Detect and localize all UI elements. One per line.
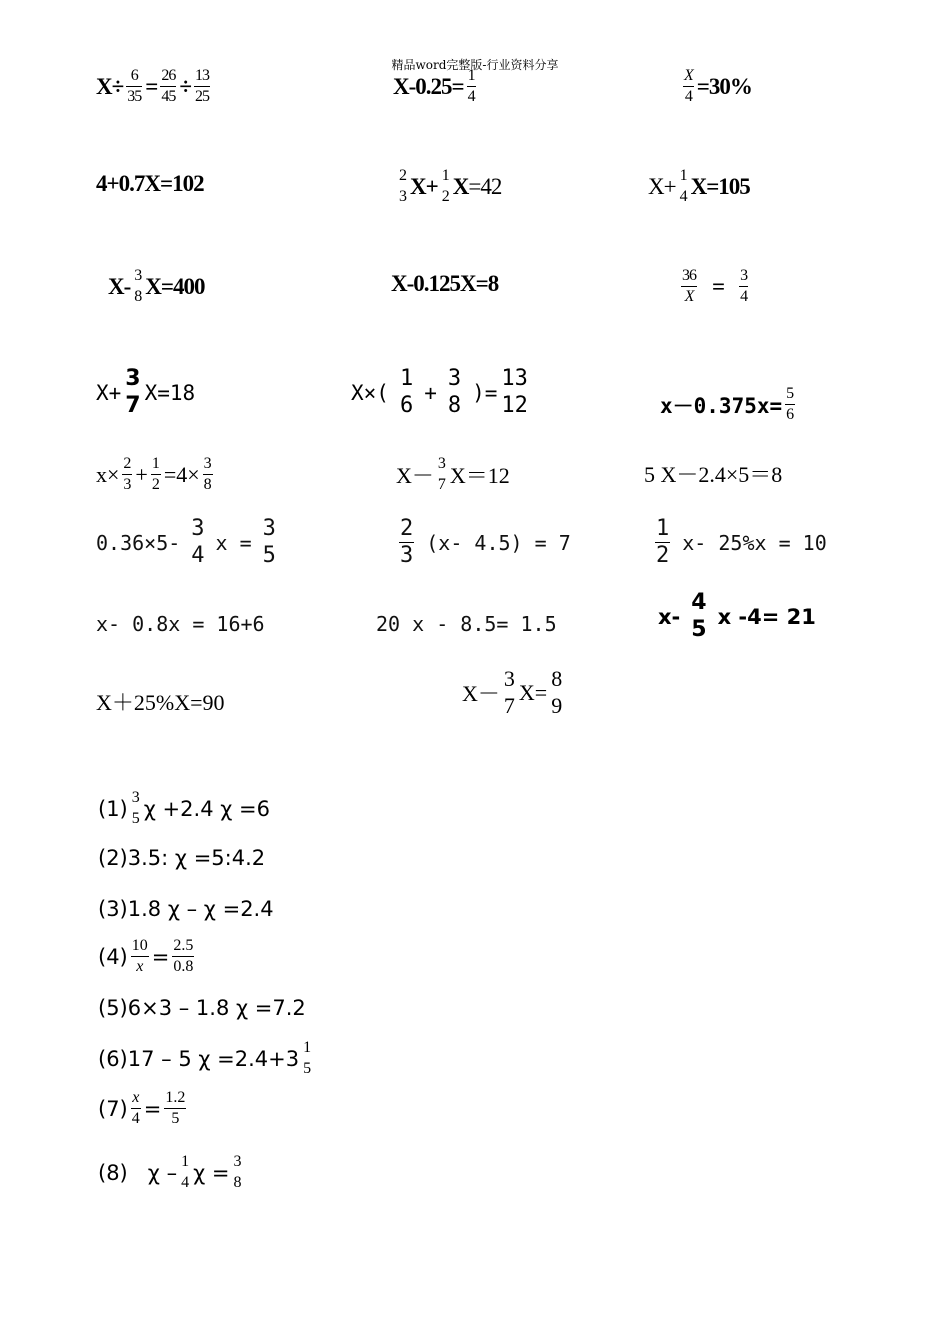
denominator: 9 bbox=[551, 693, 563, 718]
numerator: 1 bbox=[181, 1153, 190, 1170]
denominator: 4 bbox=[740, 288, 748, 305]
numerator: 4 bbox=[691, 590, 707, 615]
numerator: 13 bbox=[194, 67, 209, 84]
numerator: x bbox=[132, 1089, 140, 1106]
numerator: 5 bbox=[786, 385, 795, 402]
eq-text: X- bbox=[108, 273, 131, 299]
fraction bbox=[131, 790, 141, 827]
eq-text: X－ bbox=[396, 463, 434, 488]
fraction bbox=[122, 456, 132, 493]
denominator: 8 bbox=[233, 1174, 242, 1191]
denominator: 4 bbox=[191, 543, 205, 568]
eq-text: x -4= 21 bbox=[717, 604, 816, 629]
eq-text: = bbox=[712, 273, 725, 299]
denominator: 5 bbox=[303, 1060, 312, 1077]
denominator: 12 bbox=[501, 393, 528, 418]
numerator: 2.5 bbox=[173, 937, 194, 954]
equation-r4-a bbox=[96, 368, 195, 417]
equation-r5-b bbox=[396, 456, 510, 493]
eq-text: = bbox=[145, 73, 158, 99]
fraction bbox=[194, 68, 210, 105]
equation-r3-b bbox=[391, 271, 498, 297]
eq-text: x－0.375x= bbox=[660, 393, 783, 418]
fraction bbox=[467, 68, 476, 105]
list-item-4 bbox=[98, 938, 197, 975]
numerator: 36 bbox=[682, 267, 696, 284]
equation-r7-b bbox=[376, 612, 557, 636]
eq-text: + bbox=[424, 380, 437, 405]
numerator: 1 bbox=[656, 516, 670, 541]
fraction bbox=[131, 938, 149, 975]
numerator: 3 bbox=[740, 267, 748, 284]
fraction bbox=[398, 168, 407, 205]
eq-text: x× bbox=[96, 461, 120, 487]
denominator: 5 bbox=[262, 543, 276, 568]
eq-text: X= bbox=[518, 679, 548, 705]
fraction bbox=[172, 938, 194, 975]
numerator: 3 bbox=[503, 666, 515, 691]
eq-text: 0.36×5- bbox=[96, 530, 181, 555]
eq-text: ÷ bbox=[179, 73, 191, 99]
page-header: 精品word完整版-行业资料分享 bbox=[391, 58, 559, 72]
denominator: 8 bbox=[203, 476, 212, 493]
equation-r2-a bbox=[96, 171, 204, 197]
numerator: 2 bbox=[400, 516, 414, 541]
numerator: X bbox=[684, 67, 693, 84]
denominator: 4 bbox=[679, 188, 687, 205]
equation-r7-c bbox=[658, 592, 816, 641]
eq-text: (1) bbox=[98, 796, 128, 821]
eq-text: X+ bbox=[410, 173, 438, 199]
fraction bbox=[262, 518, 277, 567]
numerator: 2 bbox=[399, 167, 406, 184]
equation-r2-b bbox=[395, 168, 501, 205]
numerator: 3 bbox=[191, 516, 205, 541]
fraction bbox=[160, 68, 176, 105]
eq-text: = bbox=[143, 1096, 162, 1121]
eq-text: x = bbox=[215, 530, 252, 555]
numerator: 3 bbox=[131, 789, 140, 806]
fraction bbox=[679, 168, 688, 205]
list-item-1 bbox=[98, 790, 270, 827]
numerator: 3 bbox=[125, 366, 141, 391]
eq-text: X＋25%X=90 bbox=[96, 690, 225, 715]
fraction bbox=[550, 668, 563, 717]
eq-text: (6)17 – 5 χ =2.4+3 bbox=[98, 1046, 300, 1071]
denominator: 4 bbox=[131, 1110, 140, 1127]
fraction bbox=[739, 268, 748, 305]
list-item-5 bbox=[98, 996, 306, 1020]
numerator: 1 bbox=[467, 67, 475, 84]
list-item-3 bbox=[98, 897, 274, 921]
equation-r1-b bbox=[393, 68, 479, 105]
equation-r3-a bbox=[108, 268, 205, 305]
eq-text: (2)3.5: χ =5:4.2 bbox=[98, 846, 266, 870]
fraction bbox=[785, 386, 795, 423]
eq-text: X-0.25= bbox=[393, 73, 464, 99]
denominator: 45 bbox=[161, 88, 176, 105]
list-item-6 bbox=[98, 1040, 315, 1077]
denominator: X bbox=[684, 288, 694, 305]
fraction bbox=[447, 368, 462, 417]
eq-text: (4) bbox=[98, 944, 128, 969]
eq-text: = bbox=[151, 944, 170, 969]
numerator: 3 bbox=[134, 267, 142, 284]
eq-text: X÷ bbox=[96, 73, 124, 99]
fraction bbox=[655, 518, 670, 567]
equation-r3-c bbox=[678, 268, 751, 305]
fraction bbox=[203, 456, 213, 493]
eq-text: =4× bbox=[163, 461, 200, 487]
numerator: 3 bbox=[262, 516, 276, 541]
equation-r6-b bbox=[396, 518, 571, 567]
denominator: 35 bbox=[127, 88, 142, 105]
equation-r6-c bbox=[652, 518, 827, 567]
numerator: 3 bbox=[437, 455, 446, 472]
eq-text: (3)1.8 χ – χ =2.4 bbox=[98, 897, 274, 921]
denominator: 6 bbox=[399, 393, 414, 418]
denominator: 7 bbox=[125, 393, 141, 418]
eq-text: X+ bbox=[96, 380, 122, 405]
eq-text: X＝12 bbox=[449, 463, 510, 488]
eq-text: x- 0.8x = 16+6 bbox=[96, 612, 265, 636]
list-item-8 bbox=[98, 1154, 245, 1191]
denominator: x bbox=[136, 958, 144, 975]
eq-text: X=18 bbox=[144, 380, 196, 405]
numerator: 8 bbox=[551, 666, 563, 691]
denominator: 2 bbox=[441, 188, 449, 205]
eq-text: X=400 bbox=[145, 273, 205, 299]
numerator: 10 bbox=[131, 937, 148, 954]
eq-text: X=105 bbox=[690, 173, 750, 199]
eq-text: X-0.125X=8 bbox=[391, 271, 499, 296]
numerator: 1 bbox=[441, 167, 449, 184]
denominator: 25 bbox=[194, 88, 209, 105]
eq-text: x- 25%x = 10 bbox=[682, 530, 827, 555]
equation-r7-a bbox=[96, 612, 265, 636]
denominator: 4 bbox=[684, 88, 692, 105]
denominator: 8 bbox=[447, 393, 462, 418]
equation-r4-c bbox=[660, 386, 798, 423]
eq-text: 5 X－2.4×5＝8 bbox=[644, 462, 783, 487]
equation-r1-c bbox=[680, 68, 752, 105]
denominator: 2 bbox=[151, 476, 160, 493]
numerator: 3 bbox=[203, 455, 212, 472]
eq-text: x- bbox=[658, 604, 681, 629]
eq-text: =30% bbox=[696, 73, 752, 99]
denominator: 5 bbox=[131, 810, 140, 827]
numerator: 1 bbox=[303, 1039, 312, 1056]
fraction bbox=[690, 592, 707, 641]
denominator: 7 bbox=[503, 693, 515, 718]
equation-r5-a bbox=[96, 456, 216, 493]
denominator: 3 bbox=[399, 188, 406, 205]
fraction bbox=[503, 668, 516, 717]
equation-r5-c bbox=[644, 458, 782, 489]
fraction bbox=[133, 268, 142, 305]
denominator: 5 bbox=[691, 617, 707, 642]
eq-text: )= bbox=[472, 380, 498, 405]
numerator: 26 bbox=[161, 67, 176, 84]
eq-text: (7) bbox=[98, 1096, 128, 1121]
list-item-7 bbox=[98, 1090, 189, 1127]
equation-r2-c bbox=[648, 168, 750, 205]
fraction bbox=[681, 268, 697, 305]
eq-text: (8) χ – bbox=[98, 1160, 178, 1185]
fraction bbox=[131, 1090, 141, 1127]
fraction bbox=[151, 456, 161, 493]
eq-text: + bbox=[135, 461, 148, 487]
numerator: 1 bbox=[151, 455, 160, 472]
list-item-2 bbox=[98, 846, 265, 870]
fraction bbox=[399, 368, 414, 417]
eq-text: X×( bbox=[351, 380, 389, 405]
equation-r4-b bbox=[351, 368, 532, 417]
eq-text: χ +2.4 χ =6 bbox=[143, 796, 270, 821]
equation-r1-a bbox=[96, 68, 213, 105]
fraction bbox=[124, 368, 141, 417]
numerator: 13 bbox=[501, 366, 528, 391]
fraction bbox=[164, 1090, 186, 1127]
numerator: 3 bbox=[233, 1153, 242, 1170]
fraction bbox=[437, 456, 447, 493]
fraction bbox=[232, 1154, 242, 1191]
eq-text: 4+0.7X=102 bbox=[96, 171, 204, 196]
fraction bbox=[190, 518, 205, 567]
numerator: 1 bbox=[679, 167, 687, 184]
eq-text: X+ bbox=[648, 173, 676, 199]
eq-text: =42 bbox=[468, 173, 502, 199]
fraction bbox=[302, 1040, 312, 1077]
equation-r8-b bbox=[462, 668, 566, 717]
numerator: 1 bbox=[399, 366, 414, 391]
numerator: 3 bbox=[447, 366, 462, 391]
numerator: 6 bbox=[130, 67, 138, 84]
fraction bbox=[500, 368, 529, 417]
eq-text: (5)6×3 – 1.8 χ =7.2 bbox=[98, 996, 306, 1020]
denominator: 8 bbox=[134, 288, 142, 305]
denominator: 3 bbox=[400, 543, 414, 568]
numerator: 2 bbox=[123, 455, 132, 472]
equation-r8-a bbox=[96, 686, 225, 717]
eq-text: X bbox=[452, 173, 469, 199]
eq-text: (x- 4.5) = 7 bbox=[426, 530, 571, 555]
denominator: 4 bbox=[467, 88, 475, 105]
equation-r6-a bbox=[96, 518, 287, 567]
fraction bbox=[399, 518, 414, 567]
denominator: 6 bbox=[786, 406, 795, 423]
fraction bbox=[180, 1154, 190, 1191]
numerator: 1.2 bbox=[165, 1089, 186, 1106]
eq-text: X－ bbox=[462, 681, 500, 706]
eq-text: χ = bbox=[193, 1160, 230, 1185]
denominator: 0.8 bbox=[173, 958, 194, 975]
denominator: 2 bbox=[656, 543, 670, 568]
eq-text: 20 x - 8.5= 1.5 bbox=[376, 612, 557, 636]
fraction bbox=[441, 168, 450, 205]
denominator: 7 bbox=[437, 476, 446, 493]
denominator: 3 bbox=[123, 476, 132, 493]
fraction bbox=[126, 68, 142, 105]
denominator: 4 bbox=[181, 1174, 190, 1191]
fraction bbox=[683, 68, 694, 105]
denominator: 5 bbox=[171, 1110, 180, 1127]
